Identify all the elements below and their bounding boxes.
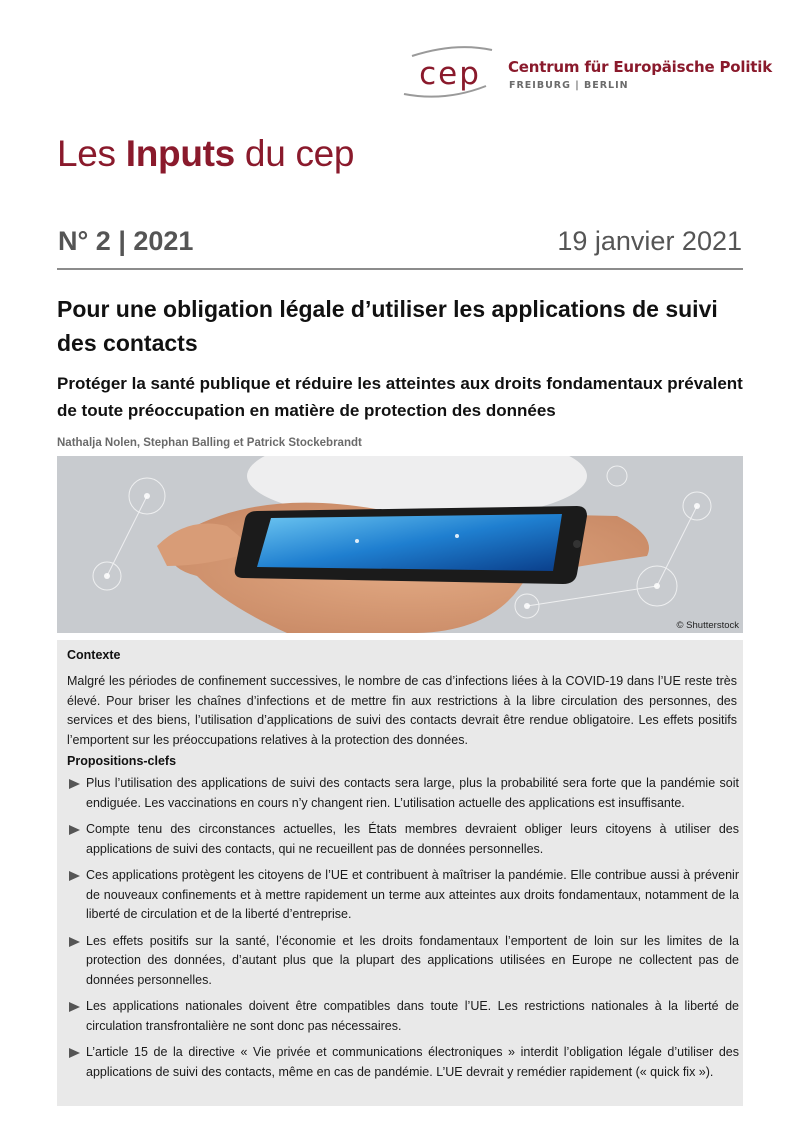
- bullet-triangle-icon: [69, 1048, 80, 1058]
- series-prefix: Les: [57, 133, 126, 174]
- image-credit: © Shutterstock: [676, 620, 739, 631]
- summary-box: [57, 640, 743, 1106]
- smartphone-icon: [235, 506, 587, 584]
- logo-mark-text: cep: [419, 56, 481, 92]
- publication-date: 19 janvier 2021: [557, 226, 742, 256]
- authors: Nathalja Nolen, Stephan Balling et Patrick Stockebrandt: [57, 437, 362, 449]
- series-suffix: du cep: [234, 133, 355, 174]
- header-divider: [57, 268, 743, 270]
- bullet-triangle-icon: [69, 871, 80, 881]
- series-bold: Inputs: [125, 133, 235, 174]
- bullet-triangle-icon: [69, 825, 80, 835]
- proposition-text: Les effets positifs sur la santé, l’économie et les droits fondamentaux l’emportent de loin sur les limites de la protection des données, d’autant plus que la plupart des applications utilisées en Europe ne collectent pas de données personnelles.: [86, 933, 739, 987]
- bullet-triangle-icon: [69, 937, 80, 947]
- proposition-text: L’article 15 de la directive « Vie privée et communications électroniques » interdit l’obligation légale d’utiliser des applications de suivi des contacts, même en cas de pandémie. L’UE devrait y remédier rapidement (« quick fix »).: [86, 1045, 739, 1079]
- cover-photo: [57, 456, 743, 633]
- proposition-item: [69, 1043, 739, 1082]
- proposition-item: [69, 774, 739, 813]
- issue-number: N° 2 | 2021: [58, 226, 194, 256]
- proposition-item: [69, 866, 739, 925]
- proposition-item: [69, 820, 739, 859]
- bullet-triangle-icon: [69, 1002, 80, 1012]
- context-heading: Contexte: [67, 648, 121, 662]
- proposition-item: [69, 932, 739, 991]
- hand-holding-phone-illustration: [57, 456, 743, 633]
- proposition-text: Compte tenu des circonstances actuelles, les États membres devraient obliger leurs citoyens à utiliser des applications de suivi des contacts, qui ne recueillent pas de données personnelles.: [86, 822, 739, 856]
- cep-logo-mark: [400, 42, 500, 102]
- propositions-list: [69, 774, 739, 1089]
- cep-logo: [400, 42, 772, 102]
- bullet-triangle-icon: [69, 779, 80, 789]
- document-title: Pour une obligation légale d’utiliser les applications de suivi des contacts: [57, 296, 718, 356]
- document-subtitle: Protéger la santé publique et réduire les atteintes aux droits fondamentaux prévalent de toute préoccupation en matière de protection des données: [57, 374, 743, 420]
- logo-cities: FREIBURG | BERLIN: [509, 80, 629, 91]
- proposition-text: Plus l’utilisation des applications de suivi des contacts sera large, plus la probabilité sera forte que la pandémie soit endiguée. Les vaccinations en cours n’y changent rien. L’utilisation actuelle des applications est insuffisante.: [86, 776, 739, 810]
- series-title: [57, 133, 354, 175]
- proposition-item: [69, 997, 739, 1036]
- logo-org-name: Centrum für Europäische Politik: [508, 58, 772, 76]
- proposition-text: Ces applications protègent les citoyens de l’UE et contribuent à maîtriser la pandémie. Elle contribue aussi à prévenir de nouveaux confinements et à mettre rapidement un terme aux atteintes aux droits fondamentaux, notamment de la liberté de circulation et de la liberté d’entreprise.: [86, 868, 739, 921]
- proposition-text: Les applications nationales doivent être compatibles dans toute l’UE. Les restrictions nationales à la liberté de circulation transfrontalière ne sont donc pas nécessaires.: [86, 999, 739, 1033]
- propositions-heading: Propositions-clefs: [67, 754, 177, 768]
- context-text: Malgré les périodes de confinement successives, le nombre de cas d’infections liées à la COVID-19 dans l’UE reste très élevé. Pour briser les chaînes d’infections et de mettre fin aux restrictions à la libre circulation des personnes, des services et des biens, l’utilisation d’applications de suivi des contacts devrait être rendue obligatoire. Les effets positifs l’emportent sur les préoccupations relatives à la protection des données.: [67, 674, 737, 747]
